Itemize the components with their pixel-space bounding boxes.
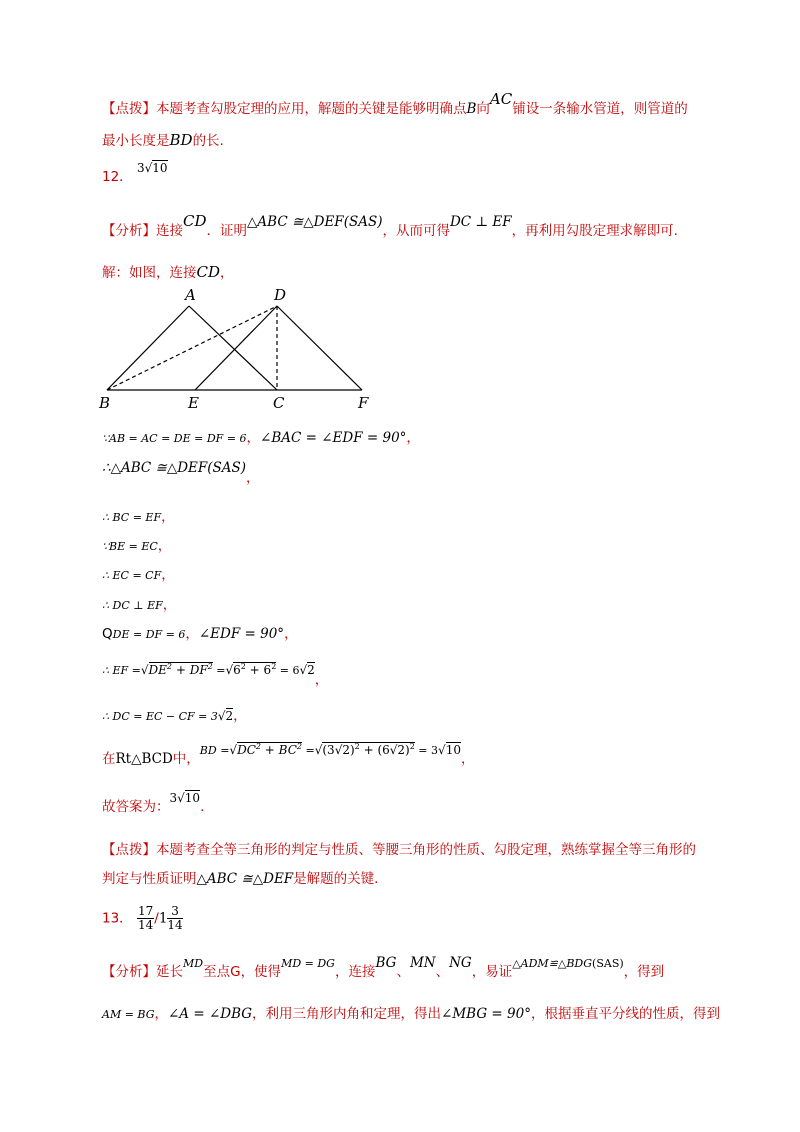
dianbo-2-line-1: 【点拨】本题考查全等三角形的判定与性质、等腰三角形的性质、勾股定理，熟练掌握全等三角形的	[102, 842, 696, 858]
dianbo-text: 向	[476, 101, 490, 117]
point-b: B	[466, 101, 477, 117]
segment-ac: AC	[489, 90, 513, 108]
label-a: A	[185, 286, 196, 304]
label-e: E	[188, 394, 199, 410]
segment-cd: CD	[183, 212, 207, 230]
fraction-3-14: $\frac{3}{14}$	[167, 904, 183, 932]
step-1: ∵AB = AC = DE = DF = 6，∠BAC = ∠EDF = 90°，	[102, 430, 420, 446]
segment-bd: BD	[169, 131, 193, 149]
edge-ac	[189, 306, 277, 390]
dianbo-text: 的长.	[192, 133, 224, 149]
question-number: 13．	[102, 910, 133, 927]
perpendicular-expr: DC ⊥ EF	[449, 214, 512, 230]
step-7: QDE = DF = 6，∠EDF = 90°，	[102, 626, 298, 642]
label-c: C	[273, 394, 285, 410]
dianbo-tag: 【点拨】	[102, 101, 156, 117]
fenxi-tag: 【分析】	[102, 223, 156, 239]
step-5: ∴ EC = CF，	[102, 567, 175, 583]
sas-label: (SAS)	[343, 214, 383, 230]
step-4: ∵BE = EC，	[102, 538, 172, 554]
step-8: ∴ EF $=√DE^2 + DF^2 =√6^2 + 6^2 = 6√2$，	[102, 662, 329, 688]
edge-df	[277, 306, 362, 390]
dianbo-1-line-1	[102, 90, 688, 119]
edge-ed	[195, 306, 277, 390]
question-number: 12．	[102, 169, 133, 185]
dianbo-2-line-2: 判定与性质证明△ABC ≅△DEF是解题的关键.	[102, 871, 379, 887]
question-12	[102, 161, 168, 187]
label-f: F	[358, 394, 369, 410]
step-6: ∴ DC ⊥ EF，	[102, 597, 177, 613]
dashed-bd	[107, 306, 277, 390]
answer-12: 3√10	[136, 161, 168, 175]
dianbo-text: 最小长度是	[102, 133, 170, 149]
step-9: ∴ DC = EC − CF = 3√2，	[102, 708, 247, 724]
fraction-17-14: $\frac{17}{14}$	[137, 904, 154, 932]
dianbo-text: 铺设一条输水管道，则管道的	[512, 101, 688, 117]
question-13: 13． $\frac{17}{14}$ /1 $\frac{3}{14}$	[102, 904, 183, 932]
dianbo-1-line-2	[102, 130, 224, 151]
triangle-figure	[90, 284, 390, 410]
fenxi-13-line-2: AM = BG，∠A = ∠DBG，利用三角形内角和定理，得出∠MBG = 90°，根据垂直平分线的性质，得到	[102, 1006, 720, 1022]
fenxi-13-line-1: 【分析】延长$^{MD}$至点G，使得$^{MD = DG}$，连接BG、MN、NG，易证$^{\triangle ADM≌\triangle BDG(SAS)}$，得到	[102, 955, 665, 980]
solution-intro: 解：如图，连接CD，	[102, 263, 234, 281]
edge-ab	[107, 306, 189, 390]
label-b: B	[99, 394, 111, 410]
step-2: ∴△ABC ≅△DEF(SAS)，	[102, 460, 260, 486]
fenxi-12: 【分析】连接CD．证明△ABC ≅△DEF(SAS)，从而可得DC ⊥ EF，再利用勾股定理求解即可.	[102, 212, 678, 239]
step-3: ∴ BC = EF，	[102, 509, 175, 525]
congruence-expr: △ABC ≅△DEF	[247, 214, 344, 230]
segment-cd: CD	[196, 263, 221, 281]
label-d: D	[274, 286, 287, 304]
final-answer: 故答案为：3√10.	[102, 791, 205, 815]
step-10: 在Rt△BCD中，$^{BD =}√DC^2 + BC^2$ $^=√(3√2)^2 + (6√2)^2$ $^{= 3}$√10，	[102, 742, 475, 767]
dianbo-text: 本题考查勾股定理的应用，解题的关键是能够明确点	[156, 101, 467, 117]
